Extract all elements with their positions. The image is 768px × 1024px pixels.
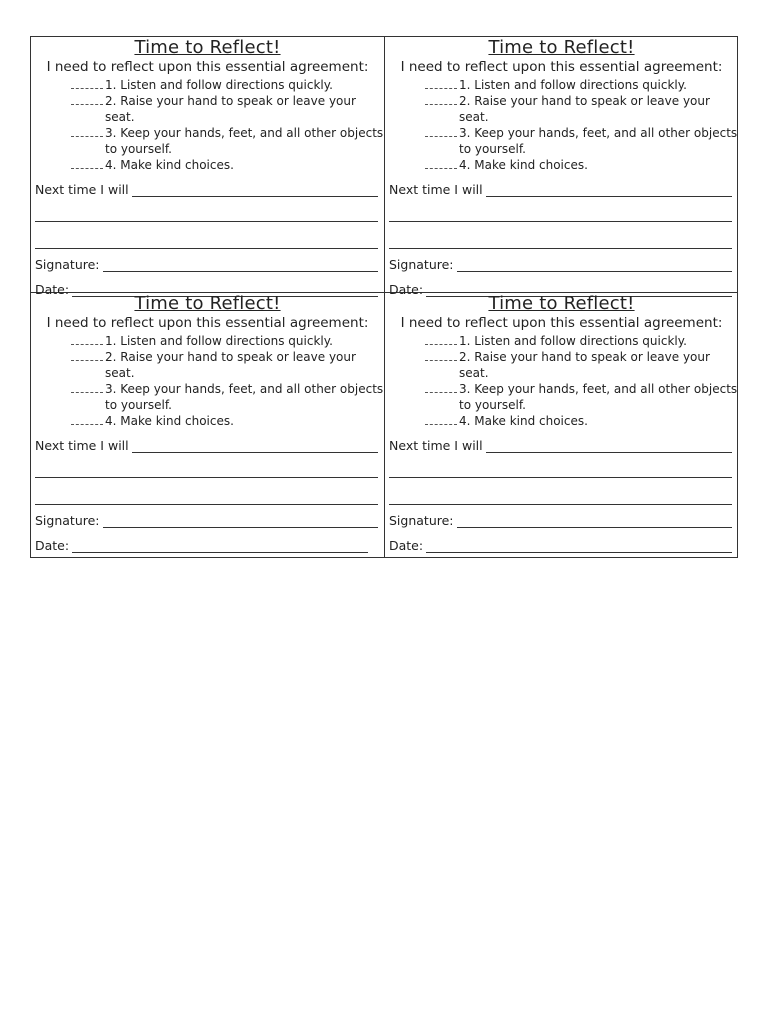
agreement-item <box>71 125 384 141</box>
card-title: Time to Reflect! <box>134 37 281 58</box>
agreement-text: 1. Listen and follow directions quickly. <box>105 78 333 92</box>
agreement-item <box>425 349 738 381</box>
agreement-item-continued <box>71 397 384 413</box>
signature-label: Signature: <box>35 257 100 272</box>
reflection-sheet <box>30 36 738 558</box>
card-intro: I need to reflect upon this essential agreement: <box>46 59 369 75</box>
reflection-card <box>385 293 738 557</box>
agreement-text: to yourself. <box>105 398 172 412</box>
next-time-label: Next time I will <box>35 182 129 197</box>
write-line[interactable] <box>103 514 378 528</box>
agreement-item-continued <box>71 141 384 157</box>
write-line[interactable] <box>389 222 732 249</box>
write-line[interactable] <box>72 539 368 553</box>
check-blank[interactable] <box>71 77 103 89</box>
check-blank[interactable] <box>425 333 457 345</box>
agreement-list <box>71 77 384 173</box>
next-time-label: Next time I will <box>389 438 483 453</box>
agreement-item <box>425 93 738 125</box>
write-line[interactable] <box>389 453 732 478</box>
agreement-text: 3. Keep your hands, feet, and all other objects <box>459 126 738 140</box>
agreement-item <box>425 413 738 429</box>
card-title: Time to Reflect! <box>488 293 635 314</box>
write-line[interactable] <box>132 439 378 453</box>
date-label: Date: <box>35 282 70 297</box>
check-blank[interactable] <box>425 125 457 137</box>
write-line[interactable] <box>103 258 378 272</box>
agreement-text: 4. Make kind choices. <box>459 414 588 428</box>
write-line[interactable] <box>457 514 732 528</box>
card-intro: I need to reflect upon this essential agreement: <box>400 59 723 75</box>
agreement-text: 2. Raise your hand to speak or leave your seat. <box>459 94 710 124</box>
agreement-text: 2. Raise your hand to speak or leave your seat. <box>459 350 710 380</box>
agreement-item-continued <box>425 397 738 413</box>
date-label: Date: <box>389 538 424 553</box>
agreement-text: 1. Listen and follow directions quickly. <box>105 334 333 348</box>
agreement-item <box>425 157 738 173</box>
agreement-text: 1. Listen and follow directions quickly. <box>459 78 687 92</box>
agreement-item <box>425 333 738 349</box>
card-title: Time to Reflect! <box>134 293 281 314</box>
next-time-label: Next time I will <box>35 438 129 453</box>
next-time-field[interactable] <box>35 438 378 453</box>
signature-label: Signature: <box>35 513 100 528</box>
write-line[interactable] <box>486 439 732 453</box>
signature-field[interactable] <box>389 257 732 272</box>
check-blank[interactable] <box>71 157 103 169</box>
write-line[interactable] <box>132 183 378 197</box>
check-blank[interactable] <box>71 93 103 105</box>
next-time-field[interactable] <box>35 182 378 197</box>
agreement-text: 3. Keep your hands, feet, and all other objects <box>105 126 384 140</box>
agreement-list <box>71 333 384 429</box>
agreement-item <box>71 93 384 125</box>
check-blank[interactable] <box>425 93 457 105</box>
agreement-list <box>425 77 738 173</box>
agreement-text: 3. Keep your hands, feet, and all other objects <box>105 382 384 396</box>
write-line[interactable] <box>426 539 732 553</box>
check-blank[interactable] <box>71 125 103 137</box>
next-time-field[interactable] <box>389 182 732 197</box>
signature-field[interactable] <box>35 513 378 528</box>
agreement-item <box>425 381 738 397</box>
write-line[interactable] <box>35 478 378 505</box>
card-title: Time to Reflect! <box>488 37 635 58</box>
agreement-text: 2. Raise your hand to speak or leave your seat. <box>105 350 356 380</box>
card-intro: I need to reflect upon this essential agreement: <box>46 315 369 331</box>
agreement-item <box>71 349 384 381</box>
reflection-card <box>31 37 385 297</box>
date-field[interactable] <box>389 538 732 553</box>
write-line[interactable] <box>389 197 732 222</box>
agreement-item <box>71 157 384 173</box>
check-blank[interactable] <box>71 413 103 425</box>
signature-label: Signature: <box>389 257 454 272</box>
agreement-text: to yourself. <box>459 398 526 412</box>
agreement-item <box>71 381 384 397</box>
agreement-text: 1. Listen and follow directions quickly. <box>459 334 687 348</box>
write-line[interactable] <box>35 222 378 249</box>
agreement-text: to yourself. <box>459 142 526 156</box>
agreement-item <box>71 77 384 93</box>
reflection-card <box>31 293 385 557</box>
agreement-text: 3. Keep your hands, feet, and all other objects <box>459 382 738 396</box>
agreement-text: to yourself. <box>105 142 172 156</box>
check-blank[interactable] <box>71 333 103 345</box>
agreement-text: 2. Raise your hand to speak or leave your seat. <box>105 94 356 124</box>
check-blank[interactable] <box>71 349 103 361</box>
date-label: Date: <box>389 282 424 297</box>
card-intro: I need to reflect upon this essential agreement: <box>400 315 723 331</box>
write-line[interactable] <box>457 258 732 272</box>
date-field[interactable] <box>35 538 368 553</box>
check-blank[interactable] <box>425 381 457 393</box>
agreement-text: 4. Make kind choices. <box>105 414 234 428</box>
signature-field[interactable] <box>389 513 732 528</box>
next-time-label: Next time I will <box>389 182 483 197</box>
write-line[interactable] <box>35 453 378 478</box>
agreement-item <box>71 333 384 349</box>
agreement-text: 4. Make kind choices. <box>105 158 234 172</box>
agreement-text: 4. Make kind choices. <box>459 158 588 172</box>
check-blank[interactable] <box>425 349 457 361</box>
check-blank[interactable] <box>425 77 457 89</box>
agreement-list <box>425 333 738 429</box>
write-line[interactable] <box>486 183 732 197</box>
agreement-item <box>425 125 738 141</box>
reflection-card <box>385 37 738 297</box>
date-label: Date: <box>35 538 70 553</box>
next-time-field[interactable] <box>389 438 732 453</box>
write-line[interactable] <box>35 197 378 222</box>
signature-field[interactable] <box>35 257 378 272</box>
check-blank[interactable] <box>425 157 457 169</box>
check-blank[interactable] <box>425 413 457 425</box>
agreement-item-continued <box>425 141 738 157</box>
check-blank[interactable] <box>71 381 103 393</box>
signature-label: Signature: <box>389 513 454 528</box>
agreement-item <box>425 77 738 93</box>
write-line[interactable] <box>389 478 732 505</box>
agreement-item <box>71 413 384 429</box>
